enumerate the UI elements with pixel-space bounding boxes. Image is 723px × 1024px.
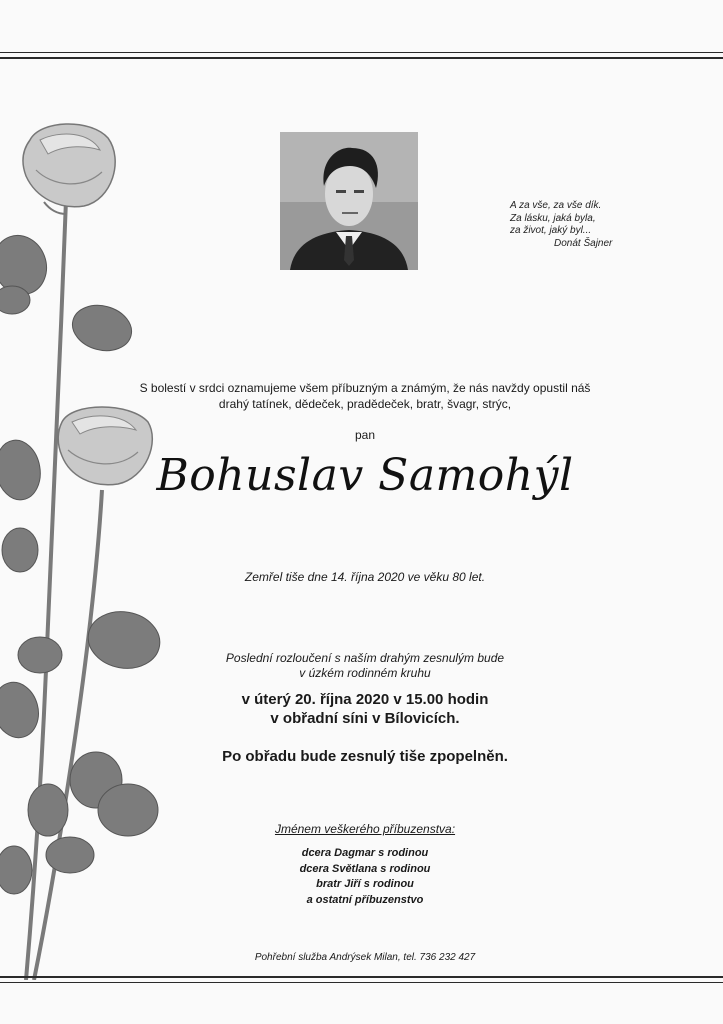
farewell-line: Poslední rozloučení s naším drahým zesnulým bude <box>225 651 505 665</box>
farewell-line: v úzkém rodinném kruhu <box>299 666 431 680</box>
leaf-7 <box>18 637 62 673</box>
leaf-2 <box>67 299 136 357</box>
bottom-rule-thin <box>0 982 723 983</box>
family-member: dcera Světlana s rodinou <box>299 862 431 875</box>
intro-line: drahý tatínek, dědeček, pradědeček, bratr, švagr, strýc, <box>218 397 512 411</box>
death-info: Zemřel tiše dne 14. října 2020 ve věku 80 let. <box>244 570 486 584</box>
ceremony-time-place <box>70 690 660 728</box>
deceased-name: Bohuslav Samohýl <box>156 450 574 501</box>
family-member: a ostatní příbuzenstvo <box>306 893 424 906</box>
farewell-info <box>70 651 660 681</box>
leaf-5 <box>2 528 38 572</box>
family-member: bratr Jiří s rodinou <box>316 878 414 890</box>
cremation-note: Po obřadu bude zesnulý tiše zpopelněn. <box>222 748 508 765</box>
top-rule-thick <box>0 57 723 59</box>
family-member: dcera Dagmar s rodinou <box>301 847 429 859</box>
leaf-3 <box>0 286 30 314</box>
family-list <box>70 846 660 908</box>
title-word: pan <box>354 428 376 442</box>
ceremony-date: v úterý 20. října 2020 v 15.00 hodin <box>241 691 489 708</box>
family-heading-text: Jménem veškerého příbuzenstva: <box>274 822 456 836</box>
leaf-11 <box>28 784 68 836</box>
bottom-rule-thick <box>0 976 723 978</box>
top-rule-thin <box>0 52 723 53</box>
quote-line: A za vše, za vše dík. <box>510 200 602 211</box>
poem-quote <box>510 200 690 250</box>
intro-line: S bolestí v srdci oznamujeme všem příbuzným a známým, že nás navždy opustil náš <box>139 381 591 395</box>
quote-line: Za lásku, jaká byla, <box>510 212 596 224</box>
leaf-8 <box>0 677 44 742</box>
funeral-service: Pohřební služba Andrýsek Milan, tel. 736 232 427 <box>254 952 476 963</box>
quote-author: Donát Šajner <box>554 237 613 249</box>
quote-line: za život, jaký byl... <box>510 225 592 236</box>
leaf-13 <box>0 846 32 894</box>
rose-bloom-top <box>23 124 115 214</box>
ceremony-place: v obřadní síni v Bílovicích. <box>270 710 460 727</box>
leaf-4 <box>0 437 45 504</box>
announcement-intro <box>70 380 660 412</box>
family-heading <box>70 822 660 836</box>
portrait-photo <box>280 132 418 270</box>
portrait-illustration <box>280 132 418 270</box>
